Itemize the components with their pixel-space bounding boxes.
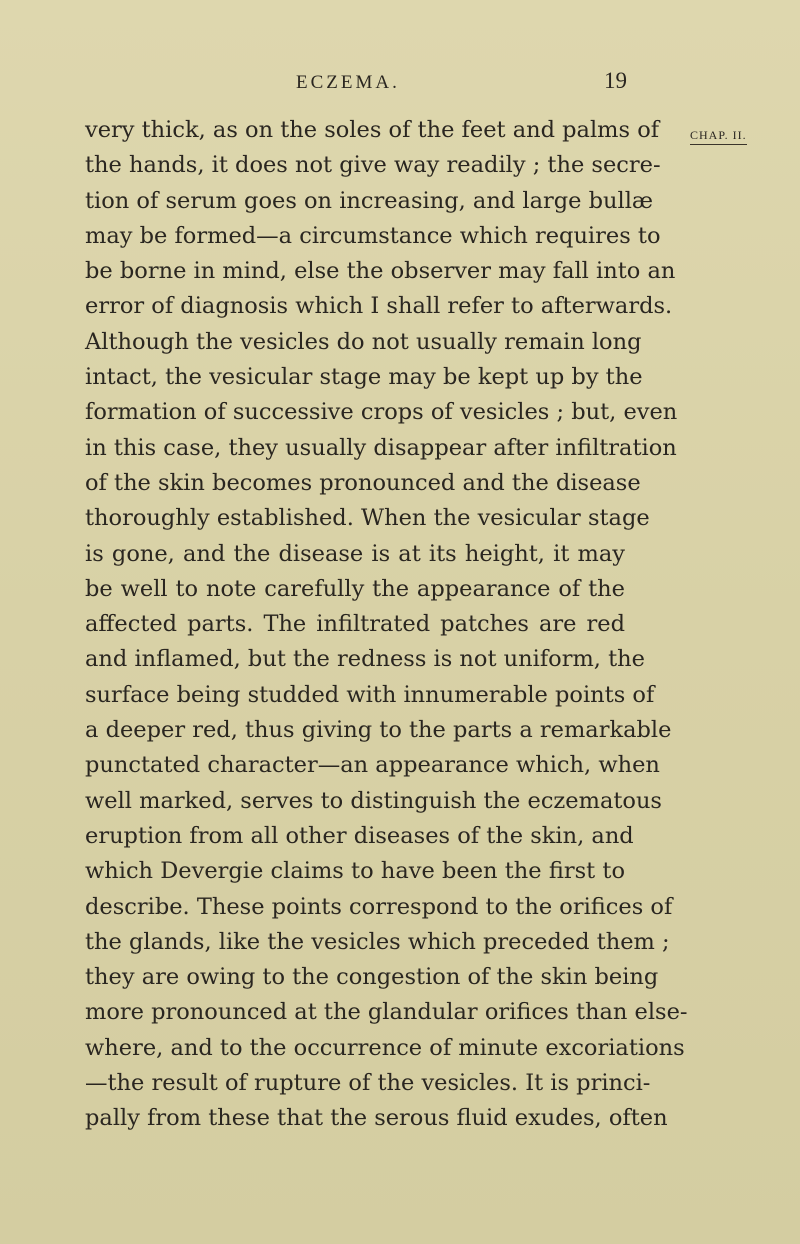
text-line: and inflamed, but the redness is not uniform, the (85, 646, 645, 673)
text-line: the glands, like the vesicles which preceded them ; (85, 928, 670, 955)
text-line: thoroughly established. When the vesicular stage (85, 505, 650, 532)
text-line: well marked, serves to distinguish the eczematous (85, 787, 662, 814)
text-line: eruption from all other diseases of the skin, and (85, 822, 634, 849)
text-line: pally from these that the serous fluid exudes, often (85, 1105, 668, 1132)
text-line: which Devergie claims to have been the first to (85, 858, 625, 885)
text-line: be well to note carefully the appearance of the (85, 575, 625, 602)
chapter-margin-note: CHAP. II. (690, 128, 747, 145)
text-line: they are owing to the congestion of the skin being (85, 964, 659, 991)
text-line: of the skin becomes pronounced and the disease (85, 469, 641, 496)
text-line: more pronounced at the glandular orifices than else- (85, 999, 688, 1026)
text-line: describe. These points correspond to the orifices of (85, 893, 673, 920)
text-line: the hands, it does not give way readily ; the secre- (85, 152, 661, 179)
text-line: —the result of rupture of the vesicles. It is princi- (85, 1070, 651, 1097)
text-line: surface being studded with innumerable points of (85, 681, 655, 708)
text-line: intact, the vesicular stage may be kept up by the (85, 364, 643, 391)
text-line: affected parts. The infiltrated patches are red (85, 611, 625, 638)
text-line: a deeper red, thus giving to the parts a remarkable (85, 717, 672, 744)
text-line: tion of serum goes on increasing, and large bullæ (85, 187, 654, 214)
text-line: may be formed—a circumstance which requires to (85, 222, 661, 249)
text-line: formation of successive crops of vesicles ; but, even (85, 399, 678, 426)
text-line: error of diagnosis which I shall refer to afterwards. (85, 293, 673, 320)
page-number: 19 (604, 68, 627, 93)
text-line: punctated character—an appearance which, when (85, 752, 660, 779)
text-line: where, and to the occurrence of minute excoriations (85, 1034, 685, 1061)
running-title: ECZEMA. (296, 72, 400, 93)
text-line: very thick, as on the soles of the feet and palms of (85, 117, 660, 143)
text-line: is gone, and the disease is at its height, it may (85, 540, 625, 567)
body-text (85, 113, 688, 1137)
text-line: be borne in mind, else the observer may fall into an (85, 258, 676, 285)
text-line: Although the vesicles do not usually remain long (85, 328, 642, 355)
running-head (0, 68, 800, 102)
text-line: in this case, they usually disappear after infiltration (85, 434, 677, 461)
